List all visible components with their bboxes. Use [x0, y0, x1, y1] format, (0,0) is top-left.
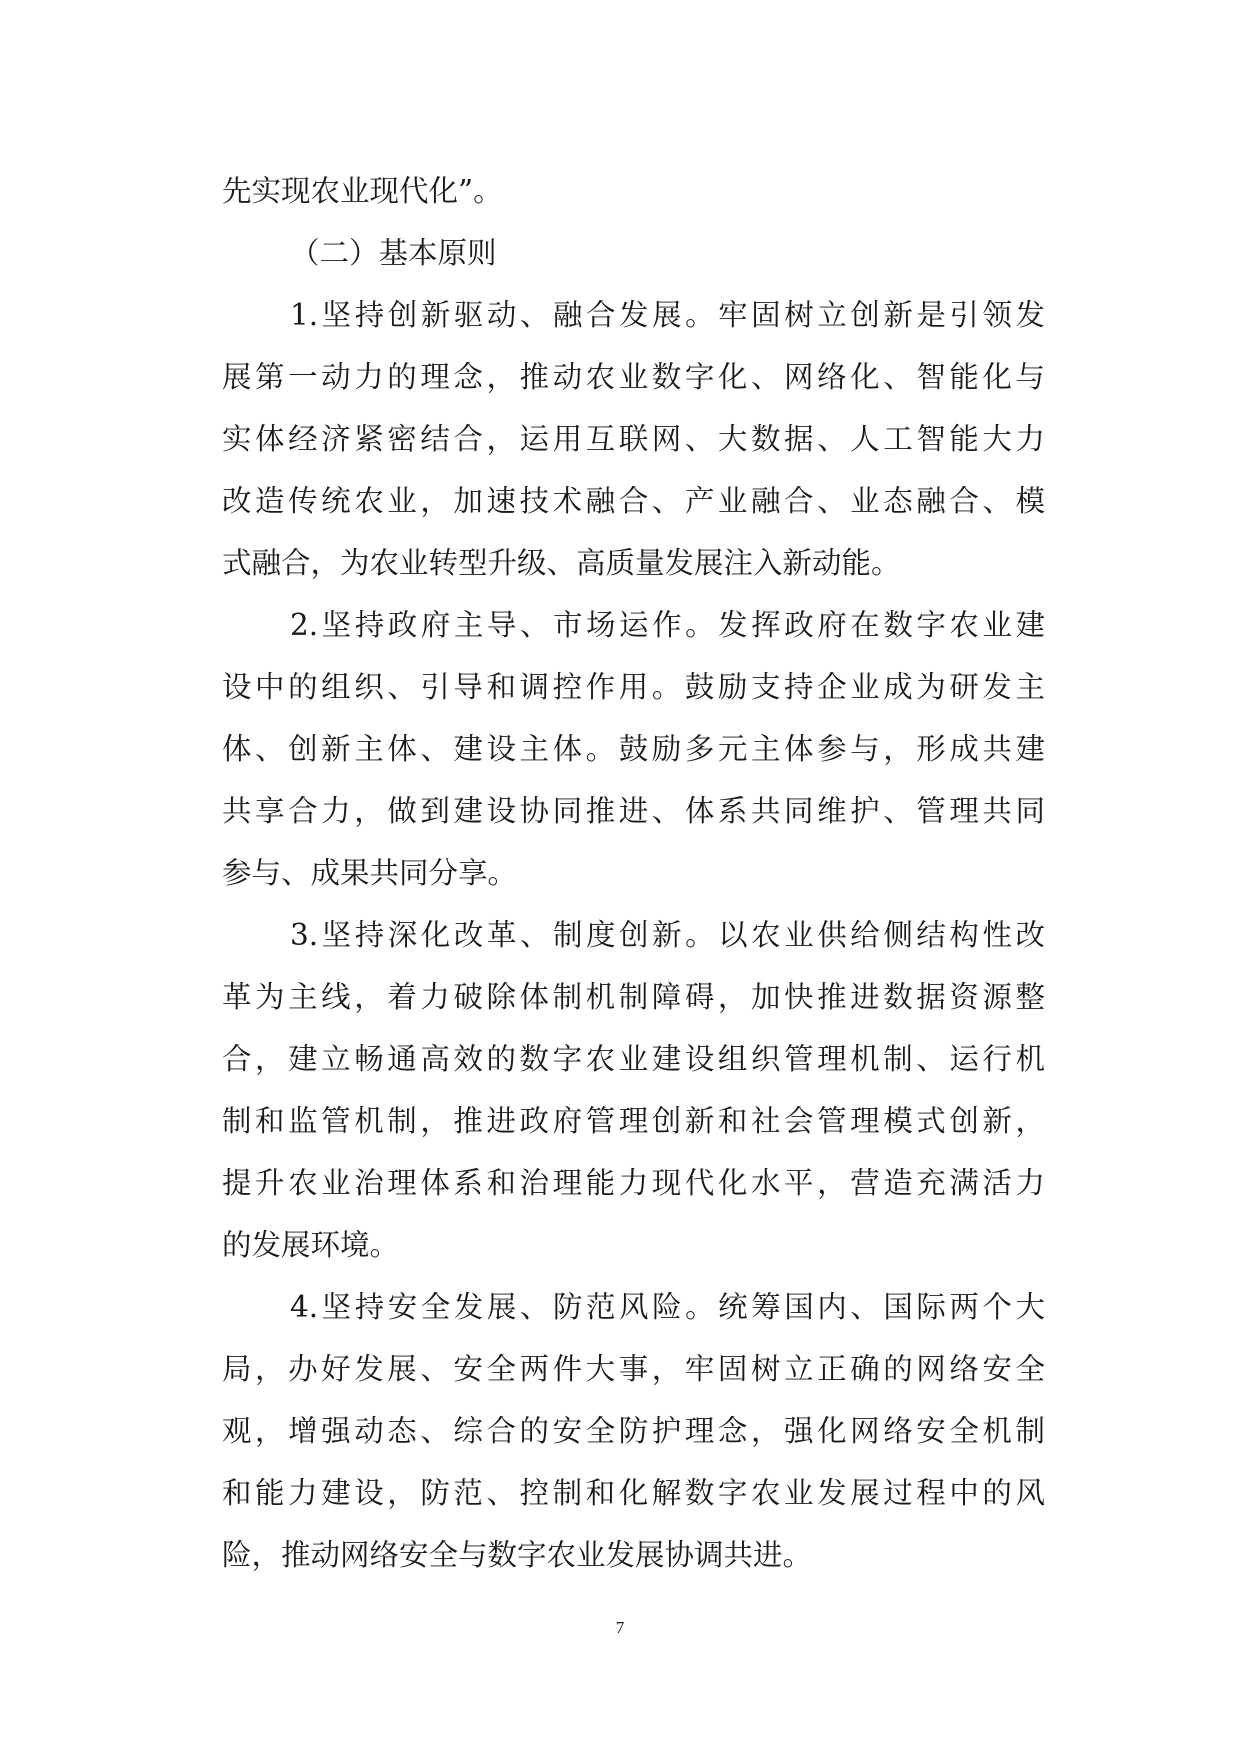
principle-3-line-5: 提升农业治理体系和治理能力现代化水平，营造充满活力 [222, 1166, 1045, 1200]
principle-2-line-1: 2.坚持政府主导、市场运作。发挥政府在数字农业建 [290, 608, 1045, 642]
principle-2-line-3: 体、创新主体、建设主体。鼓励多元主体参与，形成共建 [222, 732, 1045, 766]
principle-4-line-1: 4.坚持安全发展、防范风险。统筹国内、国际两个大 [290, 1290, 1045, 1324]
section-heading: （二）基本原则 [290, 236, 497, 270]
principle-4-line-2: 局，办好发展、安全两件大事，牢固树立正确的网络安全 [222, 1352, 1045, 1386]
principle-4-line-4: 和能力建设，防范、控制和化解数字农业发展过程中的风 [222, 1476, 1045, 1510]
principle-3-line-2: 革为主线，着力破除体制机制障碍，加快推进数据资源整 [222, 980, 1045, 1014]
principle-4-line-3: 观，增强动态、综合的安全防护理念，强化网络安全机制 [222, 1414, 1045, 1448]
principle-3-line-3: 合，建立畅通高效的数字农业建设组织管理机制、运行机 [222, 1042, 1045, 1076]
principle-1-line-3: 实体经济紧密结合，运用互联网、大数据、人工智能大力 [222, 422, 1045, 456]
text-line-1: 先实现农业现代化”。 [222, 174, 503, 208]
principle-2-line-2: 设中的组织、引导和调控作用。鼓励支持企业成为研发主 [222, 670, 1045, 704]
principle-3-line-1: 3.坚持深化改革、制度创新。以农业供给侧结构性改 [290, 918, 1045, 952]
principle-1-line-2: 展第一动力的理念，推动农业数字化、网络化、智能化与 [222, 360, 1045, 394]
principle-1-line-1: 1.坚持创新驱动、融合发展。牢固树立创新是引领发 [290, 298, 1045, 332]
principle-1-line-5: 式融合，为农业转型升级、高质量发展注入新动能。 [222, 546, 901, 580]
document-body [222, 160, 1045, 1586]
principle-2-line-5: 参与、成果共同分享。 [222, 856, 518, 890]
page-number: 7 [615, 1618, 625, 1637]
principle-3-line-4: 制和监管机制，推进政府管理创新和社会管理模式创新， [222, 1104, 1045, 1138]
principle-2-line-4: 共享合力，做到建设协同推进、体系共同维护、管理共同 [222, 794, 1045, 828]
principle-1-line-4: 改造传统农业，加速技术融合、产业融合、业态融合、模 [222, 484, 1045, 518]
principle-4-line-5: 险，推动网络安全与数字农业发展协调共进。 [222, 1538, 813, 1572]
principle-3-line-6: 的发展环境。 [222, 1228, 400, 1262]
